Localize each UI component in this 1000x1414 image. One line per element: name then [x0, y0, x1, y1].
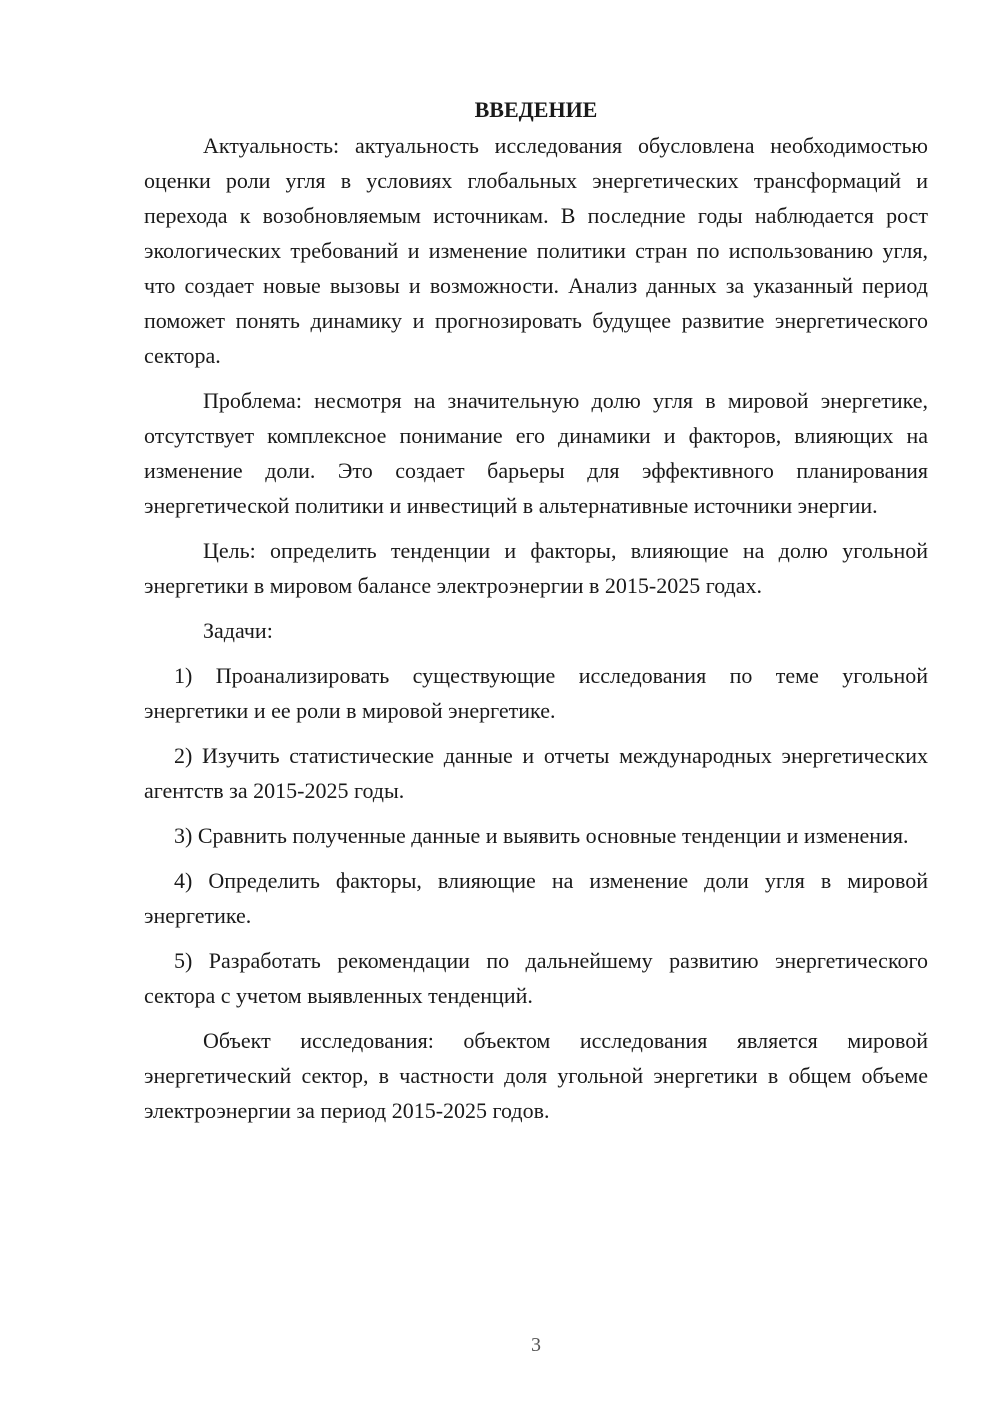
- task-item: 2) Изучить статистические данные и отчеты международных энергетических агентств за 2015-2025 годы.: [144, 743, 928, 803]
- page-number: 3: [531, 1334, 541, 1356]
- tasks-heading: Задачи:: [203, 618, 273, 643]
- paragraph-object: Объект исследования: объектом исследования является мировой энергетический сектор, в частности доля угольной энергетики в общем объеме электроэнергии за период 2015-2025 годов.: [144, 1028, 928, 1123]
- paragraph-actuality: Актуальность: актуальность исследования обусловлена необходимостью оценки роли угля в условиях глобальных энергетических трансформаций и перехода к возобновляемым источникам. В последние годы наблюдается рост экологических требований и изменение политики стран по использованию угля, что создает новые вызовы и возможности. Анализ данных за указанный период поможет понять динамику и прогнозировать будущее развитие энергетического сектора.: [144, 133, 928, 368]
- paragraph-goal: Цель: определить тенденции и факторы, влияющие на долю угольной энергетики в мировом балансе электроэнергии в 2015-2025 годах.: [144, 538, 928, 598]
- task-item: 5) Разработать рекомендации по дальнейшему развитию энергетического сектора с учетом выявленных тенденций.: [144, 948, 928, 1008]
- section-title: ВВЕДЕНИЕ: [474, 97, 598, 122]
- paragraph-problem: Проблема: несмотря на значительную долю угля в мировой энергетике, отсутствует комплексное понимание его динамики и факторов, влияющих на изменение доли. Это создает барьеры для эффективного планирования энергетической политики и инвестиций в альтернативные источники энергии.: [144, 388, 928, 518]
- document-page: [144, 92, 928, 1128]
- task-item: 1) Проанализировать существующие исследования по теме угольной энергетики и ее роли в мировой энергетике.: [144, 663, 928, 723]
- task-item: 3) Сравнить полученные данные и выявить основные тенденции и изменения.: [174, 823, 909, 848]
- task-item: 4) Определить факторы, влияющие на изменение доли угля в мировой энергетике.: [144, 868, 928, 928]
- tasks-list: [144, 658, 928, 1013]
